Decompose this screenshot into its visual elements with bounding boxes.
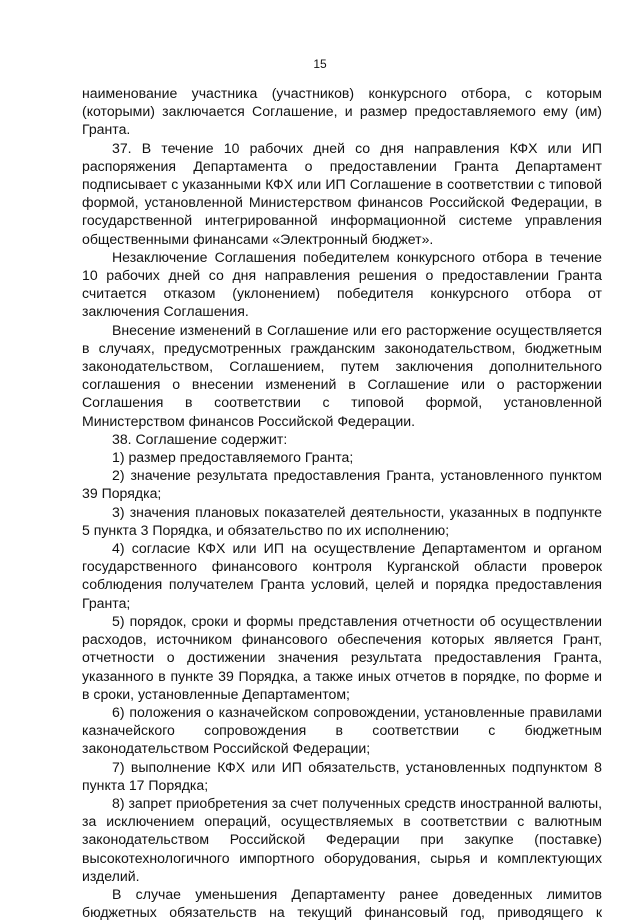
paragraph-continuation: наименование участника (участников) конкурсного отбора, с которым (которыми) заключается Соглашение, и размер предоставляемого ему (им) Гранта. bbox=[82, 85, 602, 138]
list-item-8: 8) запрет приобретения за счет полученных средств иностранной валюты, за исключением операций, осуществляемых в соответствии с валютным законодательством Российской Федерации при закупке (поставке) высокотехнологичного импортного оборудования, сырья и комплектующих изделий. bbox=[82, 794, 602, 884]
paragraph-item-37: 37. В течение 10 рабочих дней со дня направления КФХ или ИП распоряжения Департамента о предоставлении Гранта Департамент подписывает с указанными КФХ или ИП Соглашение в соответствии с типовой формой, установленной Министерством финансов Российской Федерации, в государственной интегрированной информационной системе управления общественными финансами «Электронный бюджет». bbox=[82, 139, 602, 247]
paragraph-budget-reduction: В случае уменьшения Департаменту ранее доведенных лимитов бюджетных обязательств на текущий финансовый год, приводящего к bbox=[82, 885, 602, 921]
list-item-7: 7) выполнение КФХ или ИП обязательств, установленных подпунктом 8 пункта 17 Порядка; bbox=[82, 758, 602, 793]
list-item-6: 6) положения о казначейском сопровождении, установленные правилами казначейского сопровождения в соответствии с бюджетным законодательством Российской Федерации; bbox=[82, 703, 602, 757]
list-item-3: 3) значения плановых показателей деятельности, указанных в подпункте 5 пункта 3 Порядка, и обязательство по их исполнению; bbox=[82, 503, 602, 538]
list-item-5: 5) порядок, сроки и формы представления отчетности об осуществлении расходов, источником финансового обеспечения которых является Грант, отчетности о достижении значения результата предоставления Гранта, указанного в пункте 39 Порядка, а также иных отчетов в порядке, по форме и в сроки, установленные Департаментом; bbox=[82, 612, 602, 702]
paragraph-item-38: 38. Соглашение содержит: bbox=[112, 430, 288, 447]
list-item-2: 2) значение результата предоставления Гранта, установленного пунктом 39 Порядка; bbox=[82, 467, 602, 502]
document-body bbox=[82, 84, 602, 921]
page-number: 15 bbox=[313, 57, 327, 71]
paragraph-non-conclusion: Незаключение Соглашения победителем конкурсного отбора в течение 10 рабочих дней со дня направления решения о предоставлении Гранта считается отказом (уклонением) победителя конкурсного отбора от заключения Соглашения. bbox=[82, 248, 602, 320]
list-item-1: 1) размер предоставляемого Гранта; bbox=[112, 449, 354, 466]
list-item-4: 4) согласие КФХ или ИП на осуществление Департаментом и органом государственного финансового контроля Курганской области проверок соблюдения получателем Гранта условий, целей и порядка предоставления Гранта; bbox=[82, 540, 602, 611]
paragraph-amendments: Внесение изменений в Соглашение или его расторжение осуществляется в случаях, предусмотренных гражданским законодательством, бюджетным законодательством, Соглашением, путем заключения дополнительного соглашения о внесении изменений в Соглашение или о расторжении Соглашения в соответствии с типовой формой, установленной Министерством финансов Российской Федерации. bbox=[82, 321, 602, 429]
